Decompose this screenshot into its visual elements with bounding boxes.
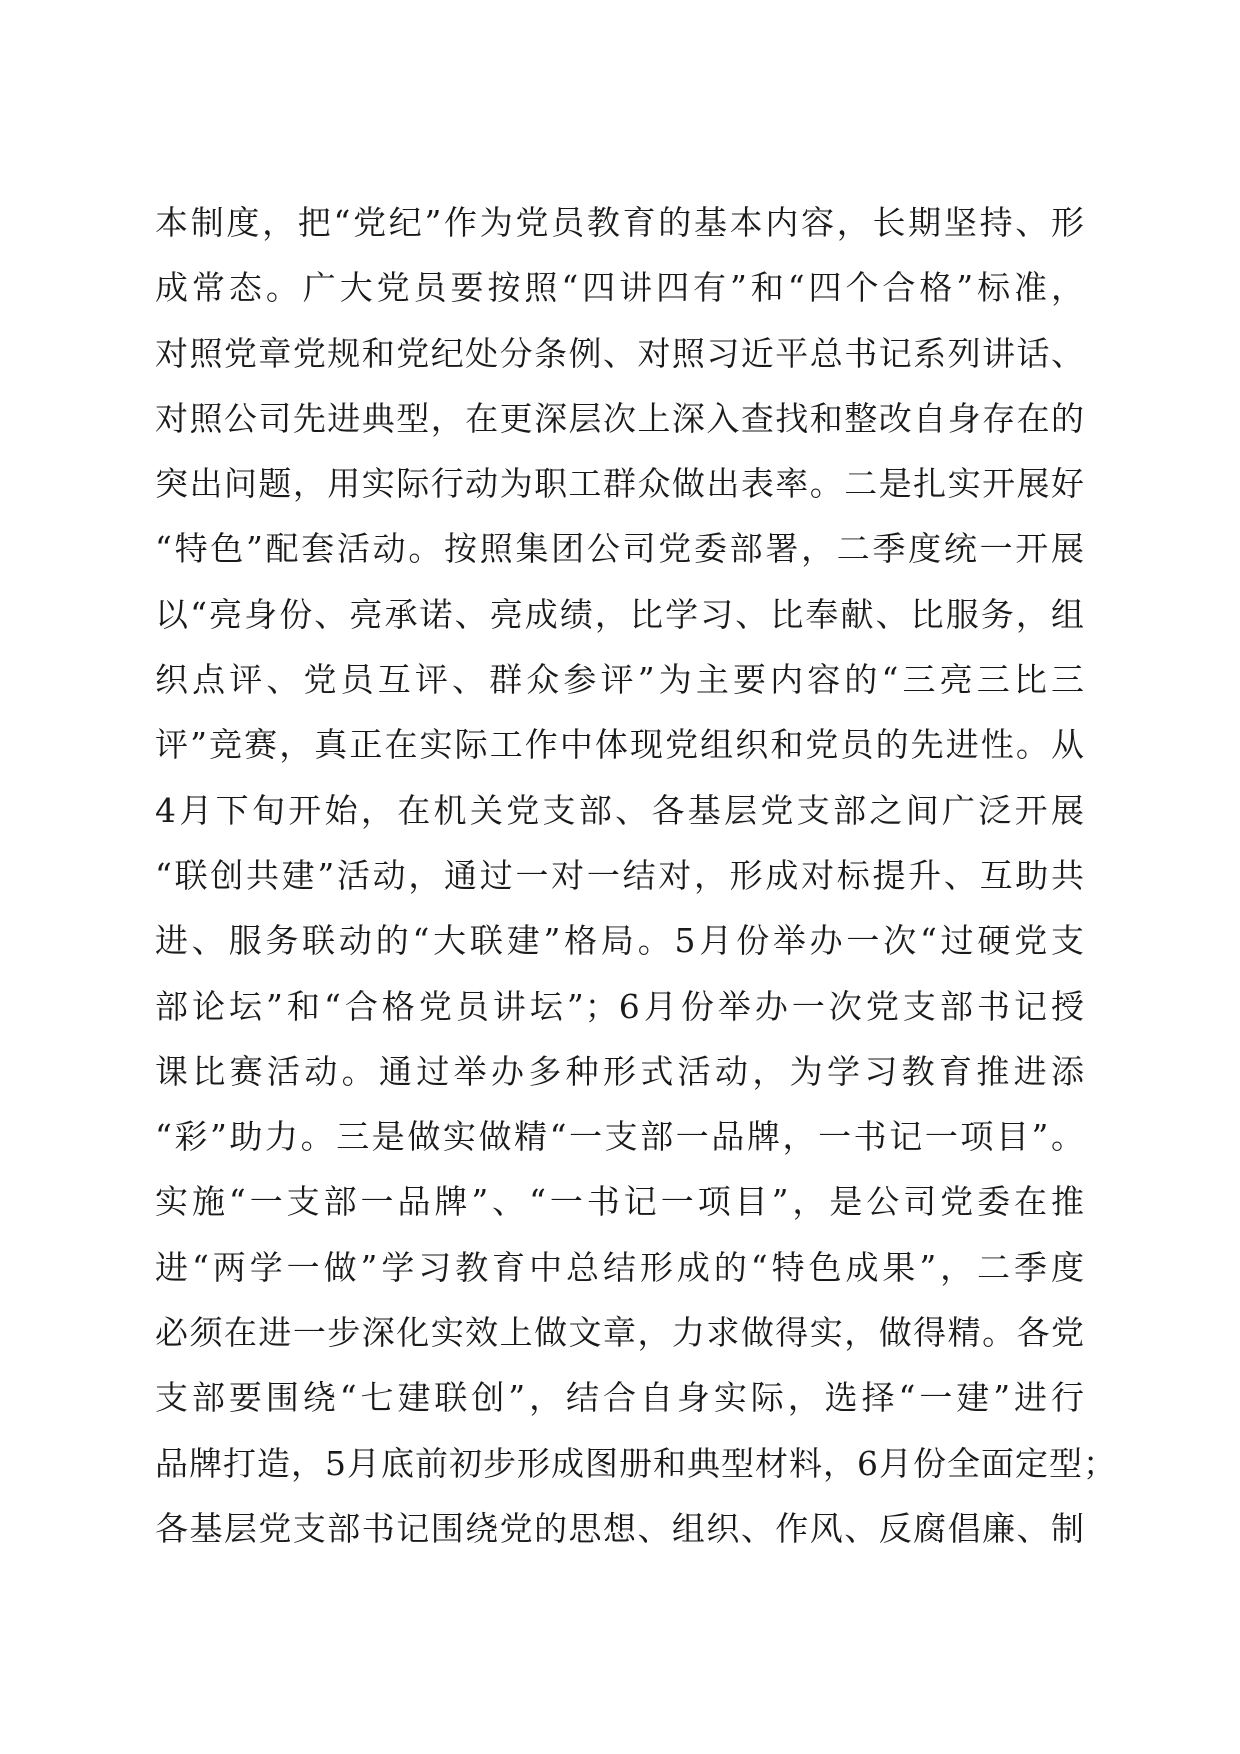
text-line: 评”竞赛，真正在实际工作中体现党组织和党员的先进性。从 bbox=[155, 725, 1085, 765]
text-line: 成常态。广大党员要按照“四讲四有”和“四个合格”标准， bbox=[155, 268, 1085, 308]
text-line: 各基层党支部书记围绕党的思想、组织、作风、反腐倡廉、制 bbox=[155, 1508, 1085, 1548]
text-line: 4月下旬开始，在机关党支部、各基层党支部之间广泛开展 bbox=[155, 790, 1085, 830]
body-text bbox=[155, 190, 1117, 1561]
text-line: 课比赛活动。通过举办多种形式活动，为学习教育推进添 bbox=[155, 1051, 1085, 1091]
text-line: 必须在进一步深化实效上做文章，力求做得实，做得精。各党 bbox=[155, 1313, 1085, 1353]
text-line: “联创共建”活动，通过一对一结对，形成对标提升、互助共 bbox=[155, 855, 1085, 895]
text-line: 品牌打造，5月底前初步形成图册和典型材料，6月份全面定型； bbox=[155, 1443, 1117, 1483]
text-line: 对照党章党规和党纪处分条例、对照习近平总书记系列讲话、 bbox=[155, 333, 1085, 373]
text-line: 对照公司先进典型，在更深层次上深入查找和整改自身存在的 bbox=[155, 398, 1085, 438]
text-line: 支部要围绕“七建联创”，结合自身实际，选择“一建”进行 bbox=[155, 1378, 1085, 1418]
text-line: 部论坛”和“合格党员讲坛”；6月份举办一次党支部书记授 bbox=[155, 986, 1085, 1026]
text-line: 织点评、党员互评、群众参评”为主要内容的“三亮三比三 bbox=[155, 660, 1085, 700]
text-line: “特色”配套活动。按照集团公司党委部署，二季度统一开展 bbox=[155, 529, 1085, 569]
text-line: 本制度，把“党纪”作为党员教育的基本内容，长期坚持、形 bbox=[155, 203, 1085, 242]
text-line: 实施“一支部一品牌”、“一书记一项目”，是公司党委在推 bbox=[155, 1182, 1085, 1222]
text-line: “彩”助力。三是做实做精“一支部一品牌，一书记一项目”。 bbox=[155, 1117, 1085, 1157]
text-line: 进“两学一做”学习教育中总结形成的“特色成果”，二季度 bbox=[155, 1247, 1085, 1287]
text-line: 以“亮身份、亮承诺、亮成绩，比学习、比奉献、比服务，组 bbox=[155, 594, 1085, 634]
text-line: 进、服务联动的“大联建”格局。5月份举办一次“过硬党支 bbox=[155, 921, 1085, 961]
text-line: 突出问题，用实际行动为职工群众做出表率。二是扎实开展好 bbox=[155, 464, 1085, 504]
